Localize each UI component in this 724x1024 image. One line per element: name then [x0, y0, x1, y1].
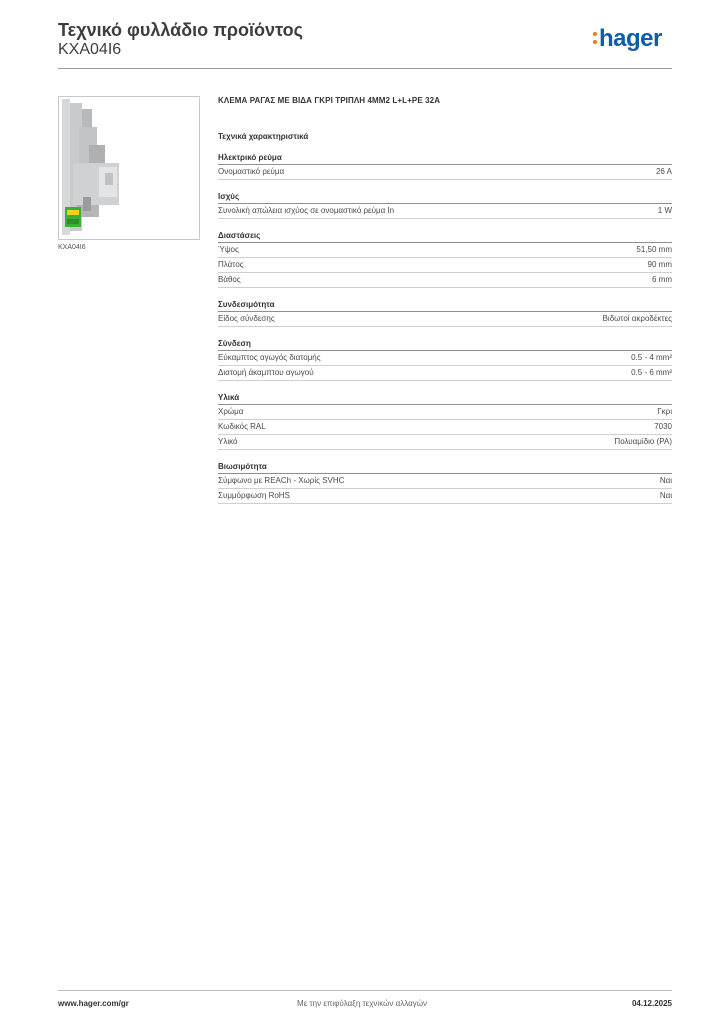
spec-label: Ονομαστικό ρεύμα: [218, 167, 285, 176]
footer-divider: [58, 990, 672, 991]
spec-label: Βάθος: [218, 275, 241, 284]
spec-row: [218, 312, 672, 327]
product-name: ΚΛΕΜΑ ΡΑΓΑΣ ΜΕ ΒΙΔΑ ΓΚΡΙ ΤΡΙΠΛΗ 4MM2 L+L+PE 32A: [218, 96, 441, 105]
spec-value: Ναι: [659, 491, 672, 500]
section-title: Τεχνικά χαρακτηριστικά: [218, 132, 309, 141]
spec-value: Γκρι: [657, 407, 672, 416]
spec-group: [218, 339, 672, 381]
terminal-block-icon: [59, 97, 199, 239]
spec-label: Είδος σύνδεσης: [218, 314, 275, 323]
spec-label: Πλάτος: [218, 260, 244, 269]
specifications: [218, 96, 672, 504]
spec-row: [218, 420, 672, 435]
spec-label: Υλικό: [218, 437, 238, 446]
spec-row: [218, 243, 672, 258]
spec-label: Διατομή άκαμπτου αγωγού: [218, 368, 314, 377]
spec-label: Χρώμα: [218, 407, 244, 416]
spec-row: [218, 489, 672, 504]
spec-label: Ύψος: [218, 245, 239, 254]
spec-value: 7030: [654, 422, 672, 431]
spec-label: Εύκαμπτος αγωγός διατομής: [218, 353, 321, 362]
spec-row: [218, 258, 672, 273]
spec-group: [218, 153, 672, 180]
document-title: Τεχνικό φυλλάδιο προϊόντος: [58, 20, 303, 40]
image-caption: KXA04I6: [58, 244, 86, 251]
spec-group-title: Διαστάσεις: [218, 231, 672, 243]
spec-label: Κωδικός RAL: [218, 422, 266, 431]
spec-group-title: Υλικά: [218, 393, 672, 405]
spec-group: [218, 393, 672, 450]
footer-notice: Με την επιφύλαξη τεχνικών αλλαγών: [297, 999, 427, 1008]
spec-label: Συνολική απώλεια ισχύος σε ονομαστικό ρεύμα In: [218, 206, 395, 215]
spec-value: 90 mm: [647, 260, 672, 269]
logo-dots-icon: [593, 30, 598, 48]
spec-group: [218, 192, 672, 219]
spec-value: 51,50 mm: [636, 245, 672, 254]
footer-date: 04.12.2025: [631, 999, 672, 1008]
footer-website[interactable]: www.hager.com/gr: [58, 999, 129, 1008]
spec-value: 0.5 - 6 mm²: [631, 368, 672, 377]
spec-row: [218, 273, 672, 288]
spec-row: [218, 165, 672, 180]
hager-logo: [593, 25, 662, 55]
logo-text: hager: [599, 25, 662, 52]
spec-group-title: Ηλεκτρικό ρεύμα: [218, 153, 672, 165]
spec-value: Ναι: [659, 476, 672, 485]
spec-row: [218, 405, 672, 420]
spec-row: [218, 435, 672, 450]
spec-row: [218, 474, 672, 489]
spec-value: 1 W: [657, 206, 672, 215]
spec-value: 0.5 - 4 mm²: [631, 353, 672, 362]
spec-group: [218, 231, 672, 288]
spec-group-title: Συνδεσιμότητα: [218, 300, 672, 312]
spec-row: [218, 366, 672, 381]
spec-row: [218, 204, 672, 219]
spec-value: Πολυαμίδιο (PA): [614, 437, 672, 446]
spec-group-title: Βιωσιμότητα: [218, 462, 672, 474]
spec-group-title: Ισχύς: [218, 192, 672, 204]
header-divider: [58, 68, 672, 69]
spec-label: Σύμφωνο με REACh - Χωρίς SVHC: [218, 476, 345, 485]
product-code: KXA04I6: [58, 41, 122, 58]
spec-group-title: Σύνδεση: [218, 339, 672, 351]
spec-row: [218, 351, 672, 366]
spec-groups: [218, 153, 672, 504]
spec-value: Βιδωτοί ακροδέκτες: [602, 314, 672, 323]
spec-label: Συμμόρφωση RoHS: [218, 491, 290, 500]
spec-group: [218, 462, 672, 504]
spec-value: 26 A: [655, 167, 672, 176]
product-image: [58, 96, 200, 240]
spec-group: [218, 300, 672, 327]
spec-value: 6 mm: [652, 275, 672, 284]
